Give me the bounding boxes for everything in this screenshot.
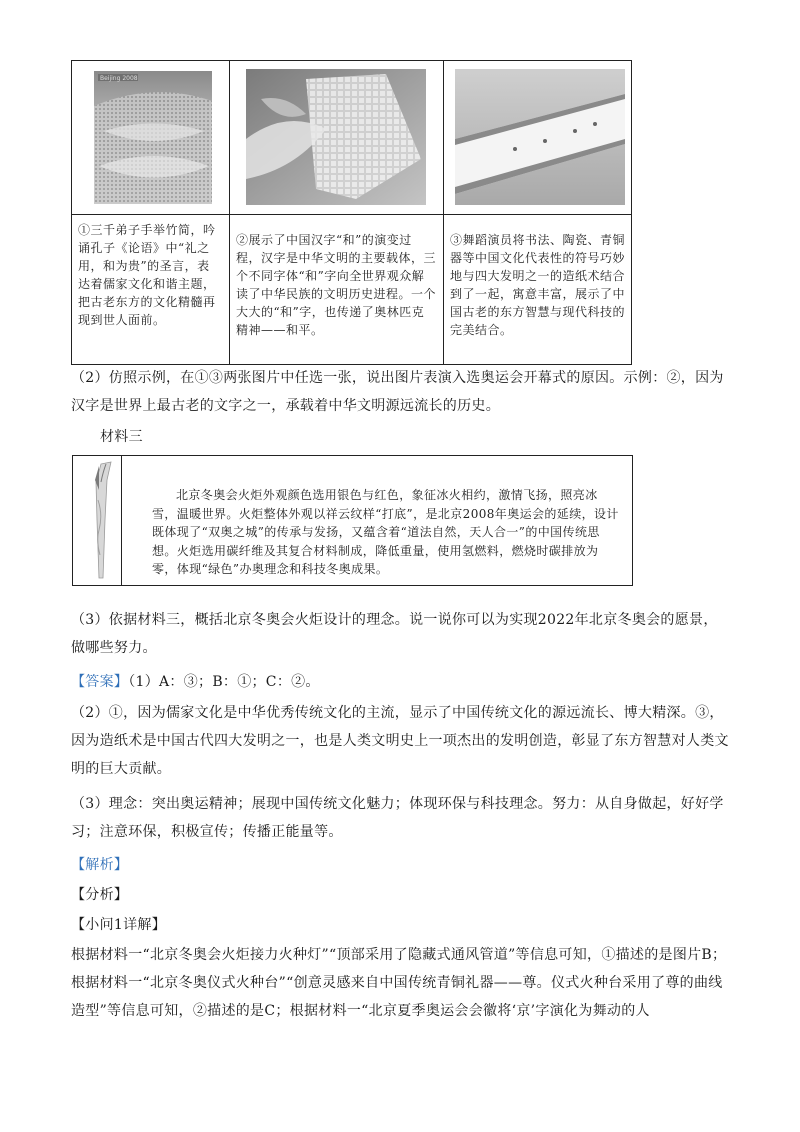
- question-2: （2）仿照示例，在①③两张图片中任选一张，说出图片表演入选奥运会开幕式的原因。示例：②，因为汉字是世界上最古老的文字之一，承载着中华文明源远流长的历史。: [71, 370, 724, 414]
- fenxi-label: 【分析】: [71, 887, 129, 903]
- table-caption-3: ③舞蹈演员将书法、陶瓷、青铜器等中国文化代表性的符号巧妙地与四大发明之一的造纸术结合到了一起，寓意丰富，展示了中国古老的东方智慧与现代科技的完美结合。: [450, 233, 626, 337]
- photo-watermark: Beijing 2008: [100, 75, 138, 82]
- table-divider: [72, 214, 631, 215]
- material-3-text: 北京冬奥会火炬外观颜色选用银色与红色，象征冰火相约，激情飞扬，照亮冰雪，温暖世界。火炬整体外观以祥云纹样“打底”，是北京2008年奥运会的延续，设计既体现了“双奥之城”的传承与发扬，又蕴含着“道法自然，天人合一”的中国传统思想。火炬选用碳纤维及其复合材料制成，降低重量，使用氢燃料，燃烧时碳排放为零，体现“绿色”办奥理念和科技冬奥成果。: [152, 488, 619, 576]
- table-divider: [443, 61, 444, 364]
- table-caption-1: ①三千弟子手举竹简，吟诵孔子《论语》中“礼之用，和为贵”的圣言，表达着儒家文化和谐主题，把古老东方的文化精髓再现到世人面前。: [78, 223, 216, 327]
- torch-image: [77, 460, 117, 582]
- table-divider: [229, 61, 230, 364]
- question-3: （3）依据材料三，概括北京冬奥会火炬设计的理念。说一说你可以为实现2022年北京冬奥会的愿景，做哪些努力。: [71, 612, 718, 656]
- photo-paper-scroll-stage: [455, 69, 625, 205]
- answer-line-1: [71, 668, 731, 696]
- photo-movable-type-characters: [246, 69, 426, 205]
- table-caption-2: ②展示了中国汉字“和”的演变过程，汉字是中华文明的主要载体，三个不同字体“和”字向全世界观众解读了中华民族的文明历史进程。一个大大的“和”字，也传递了奥林匹克精神——和平。: [236, 233, 437, 337]
- analysis-label: 【解析】: [71, 857, 129, 873]
- picture-table: [71, 60, 632, 365]
- sub-question-1-label: 【小问1详解】: [71, 917, 167, 933]
- answer-2: （2）①，因为儒家文化是中华优秀传统文化的主流，显示了中国传统文化的源远流长、博大精深。③，因为造纸术是中国古代四大发明之一，也是人类文明史上一项杰出的发明创造，彰显了东方智慧对人类文明的巨大贡献。: [71, 705, 729, 777]
- answer-label: 【答案】: [71, 674, 129, 690]
- material-3-box: [72, 455, 633, 586]
- material-3-title: 材料三: [100, 429, 143, 445]
- photo-bamboo-scroll-performers: [94, 71, 212, 204]
- torch-divider: [121, 456, 122, 585]
- answer-3: （3）理念：突出奥运精神；展现中国传统文化魅力；体现环保与科技理念。努力：从自身做起，好好学习；注意环保，积极宣传；传播正能量等。: [71, 796, 724, 840]
- sub-question-1-text: 根据材料一“北京冬奥会火炬接力火种灯”“顶部采用了隐藏式通风管道”等信息可知，①描述的是图片B；根据材料一“北京冬奥仪式火种台”“创意灵感来自中国传统青铜礼器——尊。仪式火种台采用了尊的曲线造型”等信息可知，②描述的是C；根据材料一“北京夏季奥运会会徽将‘京’字演化为舞动的人: [71, 947, 727, 1019]
- answer-1: （1）A：③；B：①；C：②。: [128, 674, 320, 690]
